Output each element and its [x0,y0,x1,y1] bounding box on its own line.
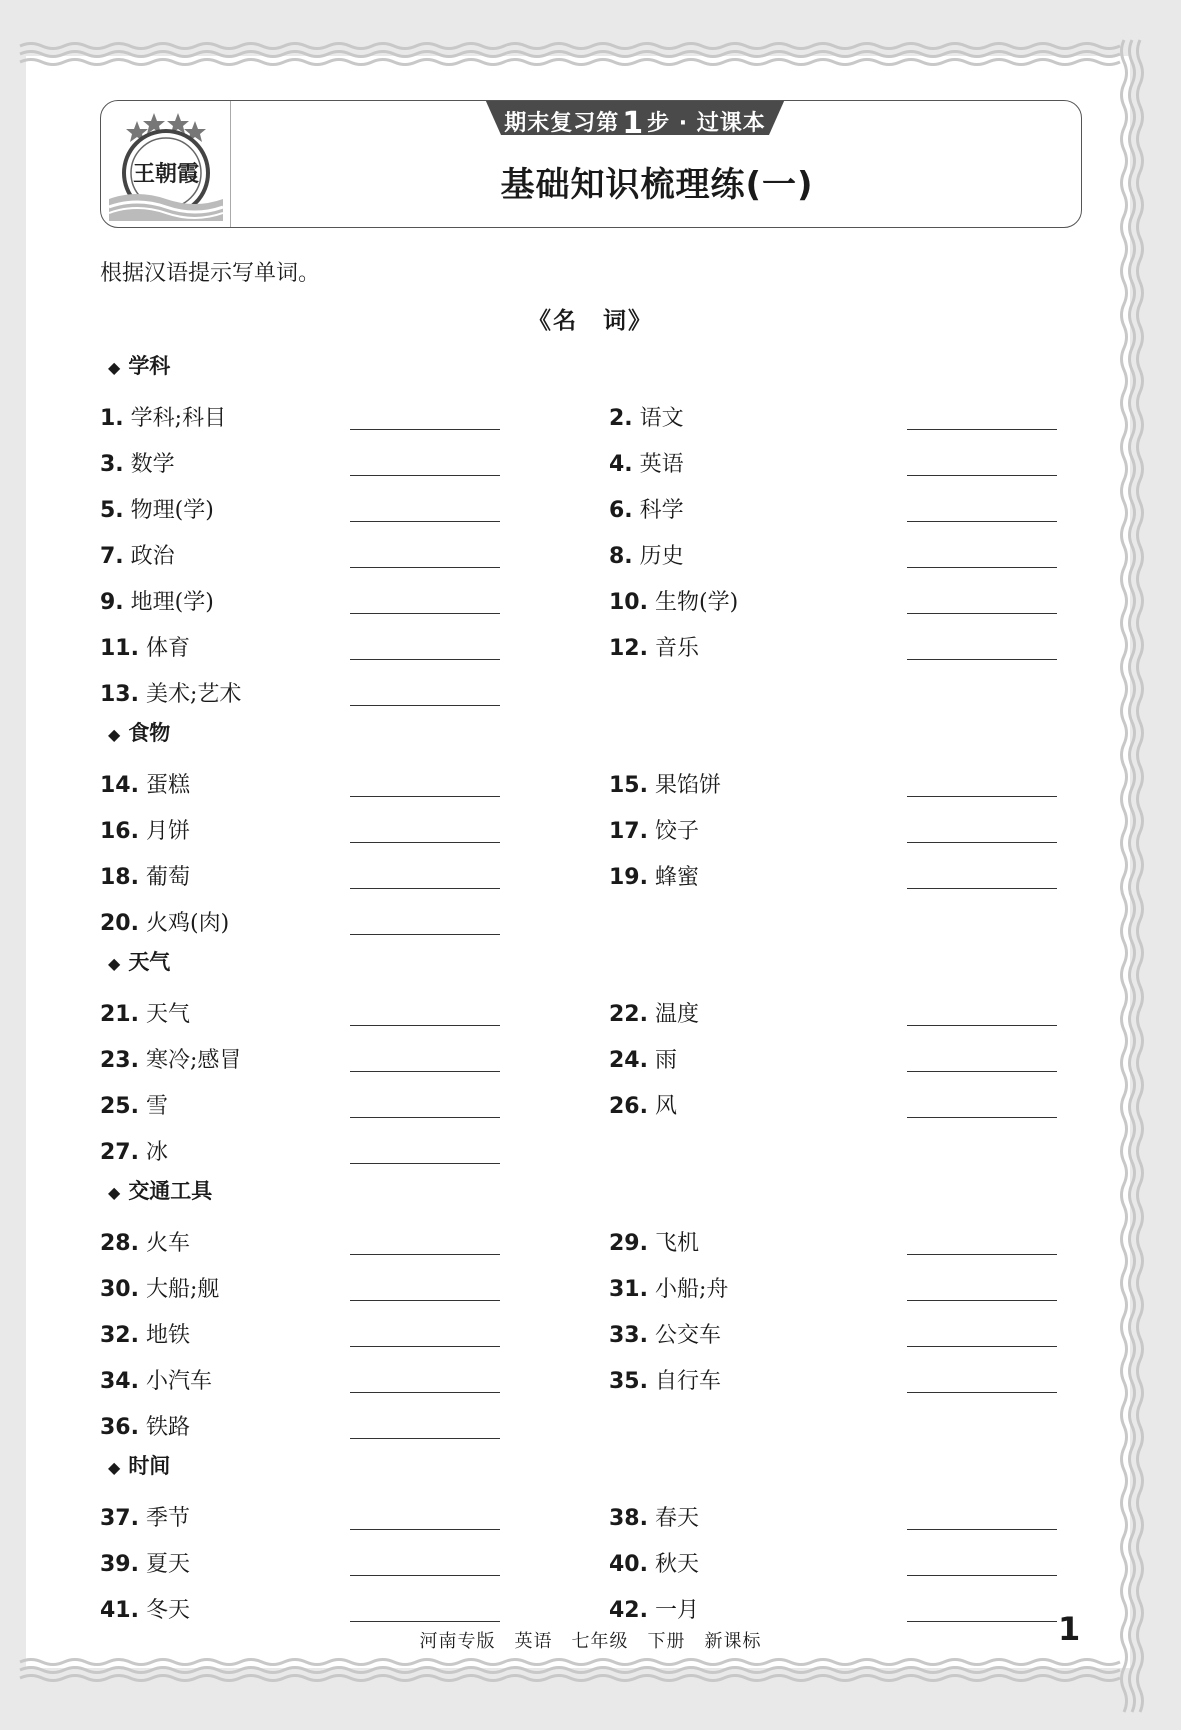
answer-blank[interactable] [350,705,500,706]
item-hint: 公交车 [654,1323,721,1348]
exercise-item [609,1501,699,1532]
diamond-bullet-icon: ◆ [108,954,121,973]
answer-blank[interactable] [350,1621,500,1622]
brand-logo [109,107,223,221]
exercise-item [100,401,226,432]
item-hint: 铁路 [145,1415,190,1440]
item-hint: 音乐 [654,636,699,661]
item-hint: 地理(学) [130,590,214,615]
answer-blank[interactable] [907,613,1057,614]
answer-blank[interactable] [350,888,500,889]
answer-blank[interactable] [350,1346,500,1347]
item-number: 13. [100,682,139,707]
item-number: 27. [100,1140,139,1165]
answer-blank[interactable] [350,1438,500,1439]
item-hint: 葡萄 [145,865,190,890]
exercise-item [100,1410,190,1441]
item-hint: 风 [654,1094,677,1119]
exercise-item [100,539,175,570]
diamond-bullet-icon: ◆ [108,358,121,377]
item-number: 20. [100,911,139,936]
item-hint: 夏天 [145,1552,190,1577]
item-number: 14. [100,773,139,798]
item-number: 25. [100,1094,139,1119]
answer-blank[interactable] [350,1071,500,1072]
category-heading [108,1175,212,1205]
item-number: 29. [609,1231,648,1256]
item-number: 42. [609,1598,648,1623]
exercise-item [100,493,214,524]
item-hint: 飞机 [654,1231,699,1256]
item-hint: 地铁 [145,1323,190,1348]
answer-blank[interactable] [907,1529,1057,1530]
item-number: 39. [100,1552,139,1577]
answer-blank[interactable] [907,1025,1057,1026]
item-number: 17. [609,819,648,844]
diamond-bullet-icon: ◆ [108,725,121,744]
exercise-item [609,814,699,845]
item-number: 21. [100,1002,139,1027]
step-number: 1 [622,106,645,141]
answer-blank[interactable] [350,1392,500,1393]
item-number: 5. [100,498,124,523]
item-number: 15. [609,773,648,798]
exercise-item [609,1226,699,1257]
item-number: 34. [100,1369,139,1394]
item-hint: 月饼 [145,819,190,844]
header-box [100,100,1082,228]
item-number: 40. [609,1552,648,1577]
exercise-item [100,1043,241,1074]
exercise-item [609,493,684,524]
item-number: 35. [609,1369,648,1394]
answer-blank[interactable] [350,659,500,660]
exercise-item [100,585,214,616]
instruction-text: 根据汉语提示写单词。 [100,261,321,286]
answer-blank[interactable] [350,796,500,797]
exercise-item [100,1547,190,1578]
exercise-item [609,860,699,891]
exercise-item [100,1364,212,1395]
item-hint: 季节 [145,1506,190,1531]
answer-blank[interactable] [907,475,1057,476]
item-hint: 蜂蜜 [654,865,699,890]
exercise-item [609,631,699,662]
answer-blank[interactable] [907,1392,1057,1393]
item-number: 6. [609,498,633,523]
exercise-item [100,1501,190,1532]
exercise-item [100,1135,168,1166]
answer-blank[interactable] [907,1300,1057,1301]
category-name: 天气 [128,950,171,974]
footer-info: 河南专版 英语 七年级 下册 新课标 [419,1631,762,1652]
exercise-item [100,1318,190,1349]
item-hint: 雨 [654,1048,677,1073]
category-name: 学科 [128,354,171,378]
answer-blank[interactable] [350,1163,500,1164]
item-number: 41. [100,1598,139,1623]
exercise-item [100,447,175,478]
item-hint: 一月 [654,1598,699,1623]
exercise-item [609,1364,721,1395]
answer-blank[interactable] [907,888,1057,889]
category-heading [108,350,170,380]
category-name: 时间 [128,1454,171,1478]
answer-blank[interactable] [350,613,500,614]
item-number: 12. [609,636,648,661]
item-hint: 火车 [145,1231,190,1256]
page-number: 1 [1058,1610,1081,1648]
svg-text:王朝霞: 王朝霞 [132,161,200,187]
item-hint: 小汽车 [145,1369,212,1394]
exercise-item [100,906,229,937]
exercise-item [609,1089,677,1120]
item-hint: 冰 [145,1140,168,1165]
answer-blank[interactable] [907,567,1057,568]
item-number: 10. [609,590,648,615]
item-hint: 数学 [130,452,175,477]
item-hint: 体育 [145,636,190,661]
item-number: 11. [100,636,139,661]
item-number: 31. [609,1277,648,1302]
exercise-item [100,768,190,799]
item-number: 33. [609,1323,648,1348]
exercise-item [609,585,738,616]
exercise-item [100,1593,190,1624]
item-hint: 雪 [145,1094,168,1119]
exercise-item [100,997,190,1028]
exercise-item [100,1089,168,1120]
category-name: 食物 [128,721,171,745]
answer-blank[interactable] [350,934,500,935]
exercise-item [100,1272,219,1303]
answer-blank[interactable] [907,429,1057,430]
item-number: 36. [100,1415,139,1440]
answer-blank[interactable] [350,567,500,568]
exercise-item [609,539,684,570]
item-number: 2. [609,406,633,431]
answer-blank[interactable] [350,1300,500,1301]
item-number: 30. [100,1277,139,1302]
item-number: 19. [609,865,648,890]
item-number: 22. [609,1002,648,1027]
item-hint: 秋天 [654,1552,699,1577]
category-heading [108,946,170,976]
page-title: 基础知识梳理练(一) [500,165,814,205]
item-hint: 自行车 [654,1369,721,1394]
item-number: 4. [609,452,633,477]
answer-blank[interactable] [350,1254,500,1255]
item-hint: 语文 [639,406,684,431]
item-hint: 政治 [130,544,175,569]
item-hint: 饺子 [654,819,699,844]
item-number: 18. [100,865,139,890]
step-tab-prefix: 期末复习第 [504,111,620,136]
item-number: 28. [100,1231,139,1256]
step-tab-label [485,103,785,141]
item-number: 37. [100,1506,139,1531]
item-number: 38. [609,1506,648,1531]
exercise-item [100,1226,190,1257]
section-heading: 《名 词》 [528,308,653,334]
exercise-item [609,401,684,432]
category-heading [108,717,170,747]
item-number: 23. [100,1048,139,1073]
answer-blank[interactable] [350,1529,500,1530]
answer-blank[interactable] [907,1117,1057,1118]
item-hint: 英语 [639,452,684,477]
item-hint: 学科;科目 [130,406,227,431]
category-name: 交通工具 [128,1179,213,1203]
item-hint: 春天 [654,1506,699,1531]
item-hint: 寒冷;感冒 [145,1048,242,1073]
step-tab-suffix: 步 · 过课本 [647,111,766,136]
item-number: 1. [100,406,124,431]
exercise-item [609,447,684,478]
item-hint: 大船;舰 [145,1277,220,1302]
exercise-item [609,997,699,1028]
exercise-item [609,1043,677,1074]
answer-blank[interactable] [907,521,1057,522]
answer-blank[interactable] [907,842,1057,843]
answer-blank[interactable] [350,1575,500,1576]
exercise-item [609,1593,699,1624]
exercise-item [100,814,190,845]
exercise-item [609,1547,699,1578]
item-number: 9. [100,590,124,615]
item-number: 7. [100,544,124,569]
answer-blank[interactable] [350,842,500,843]
answer-blank[interactable] [907,1575,1057,1576]
exercise-item [609,1272,728,1303]
answer-blank[interactable] [350,475,500,476]
answer-blank[interactable] [350,521,500,522]
answer-blank[interactable] [907,659,1057,660]
item-hint: 科学 [639,498,684,523]
category-heading [108,1450,170,1480]
item-hint: 温度 [654,1002,699,1027]
item-number: 32. [100,1323,139,1348]
item-hint: 火鸡(肉) [145,911,230,936]
logo-area [101,101,231,227]
item-hint: 美术;艺术 [145,682,242,707]
exercise-item [100,631,190,662]
item-hint: 果馅饼 [654,773,721,798]
answer-blank[interactable] [907,796,1057,797]
item-number: 3. [100,452,124,477]
step-tab [485,100,785,141]
item-hint: 历史 [639,544,684,569]
exercise-item [100,677,241,708]
answer-blank[interactable] [350,1025,500,1026]
answer-blank[interactable] [350,1117,500,1118]
answer-blank[interactable] [907,1254,1057,1255]
item-number: 8. [609,544,633,569]
item-hint: 蛋糕 [145,773,190,798]
item-hint: 小船;舟 [654,1277,729,1302]
diamond-bullet-icon: ◆ [108,1183,121,1202]
answer-blank[interactable] [907,1346,1057,1347]
item-number: 24. [609,1048,648,1073]
item-hint: 冬天 [145,1598,190,1623]
answer-blank[interactable] [350,429,500,430]
answer-blank[interactable] [907,1071,1057,1072]
diamond-bullet-icon: ◆ [108,1458,121,1477]
answer-blank[interactable] [907,1621,1057,1622]
item-number: 16. [100,819,139,844]
exercise-item [100,860,190,891]
exercise-item [609,1318,721,1349]
item-number: 26. [609,1094,648,1119]
item-hint: 物理(学) [130,498,214,523]
item-hint: 天气 [145,1002,190,1027]
exercise-item [609,768,721,799]
item-hint: 生物(学) [654,590,739,615]
